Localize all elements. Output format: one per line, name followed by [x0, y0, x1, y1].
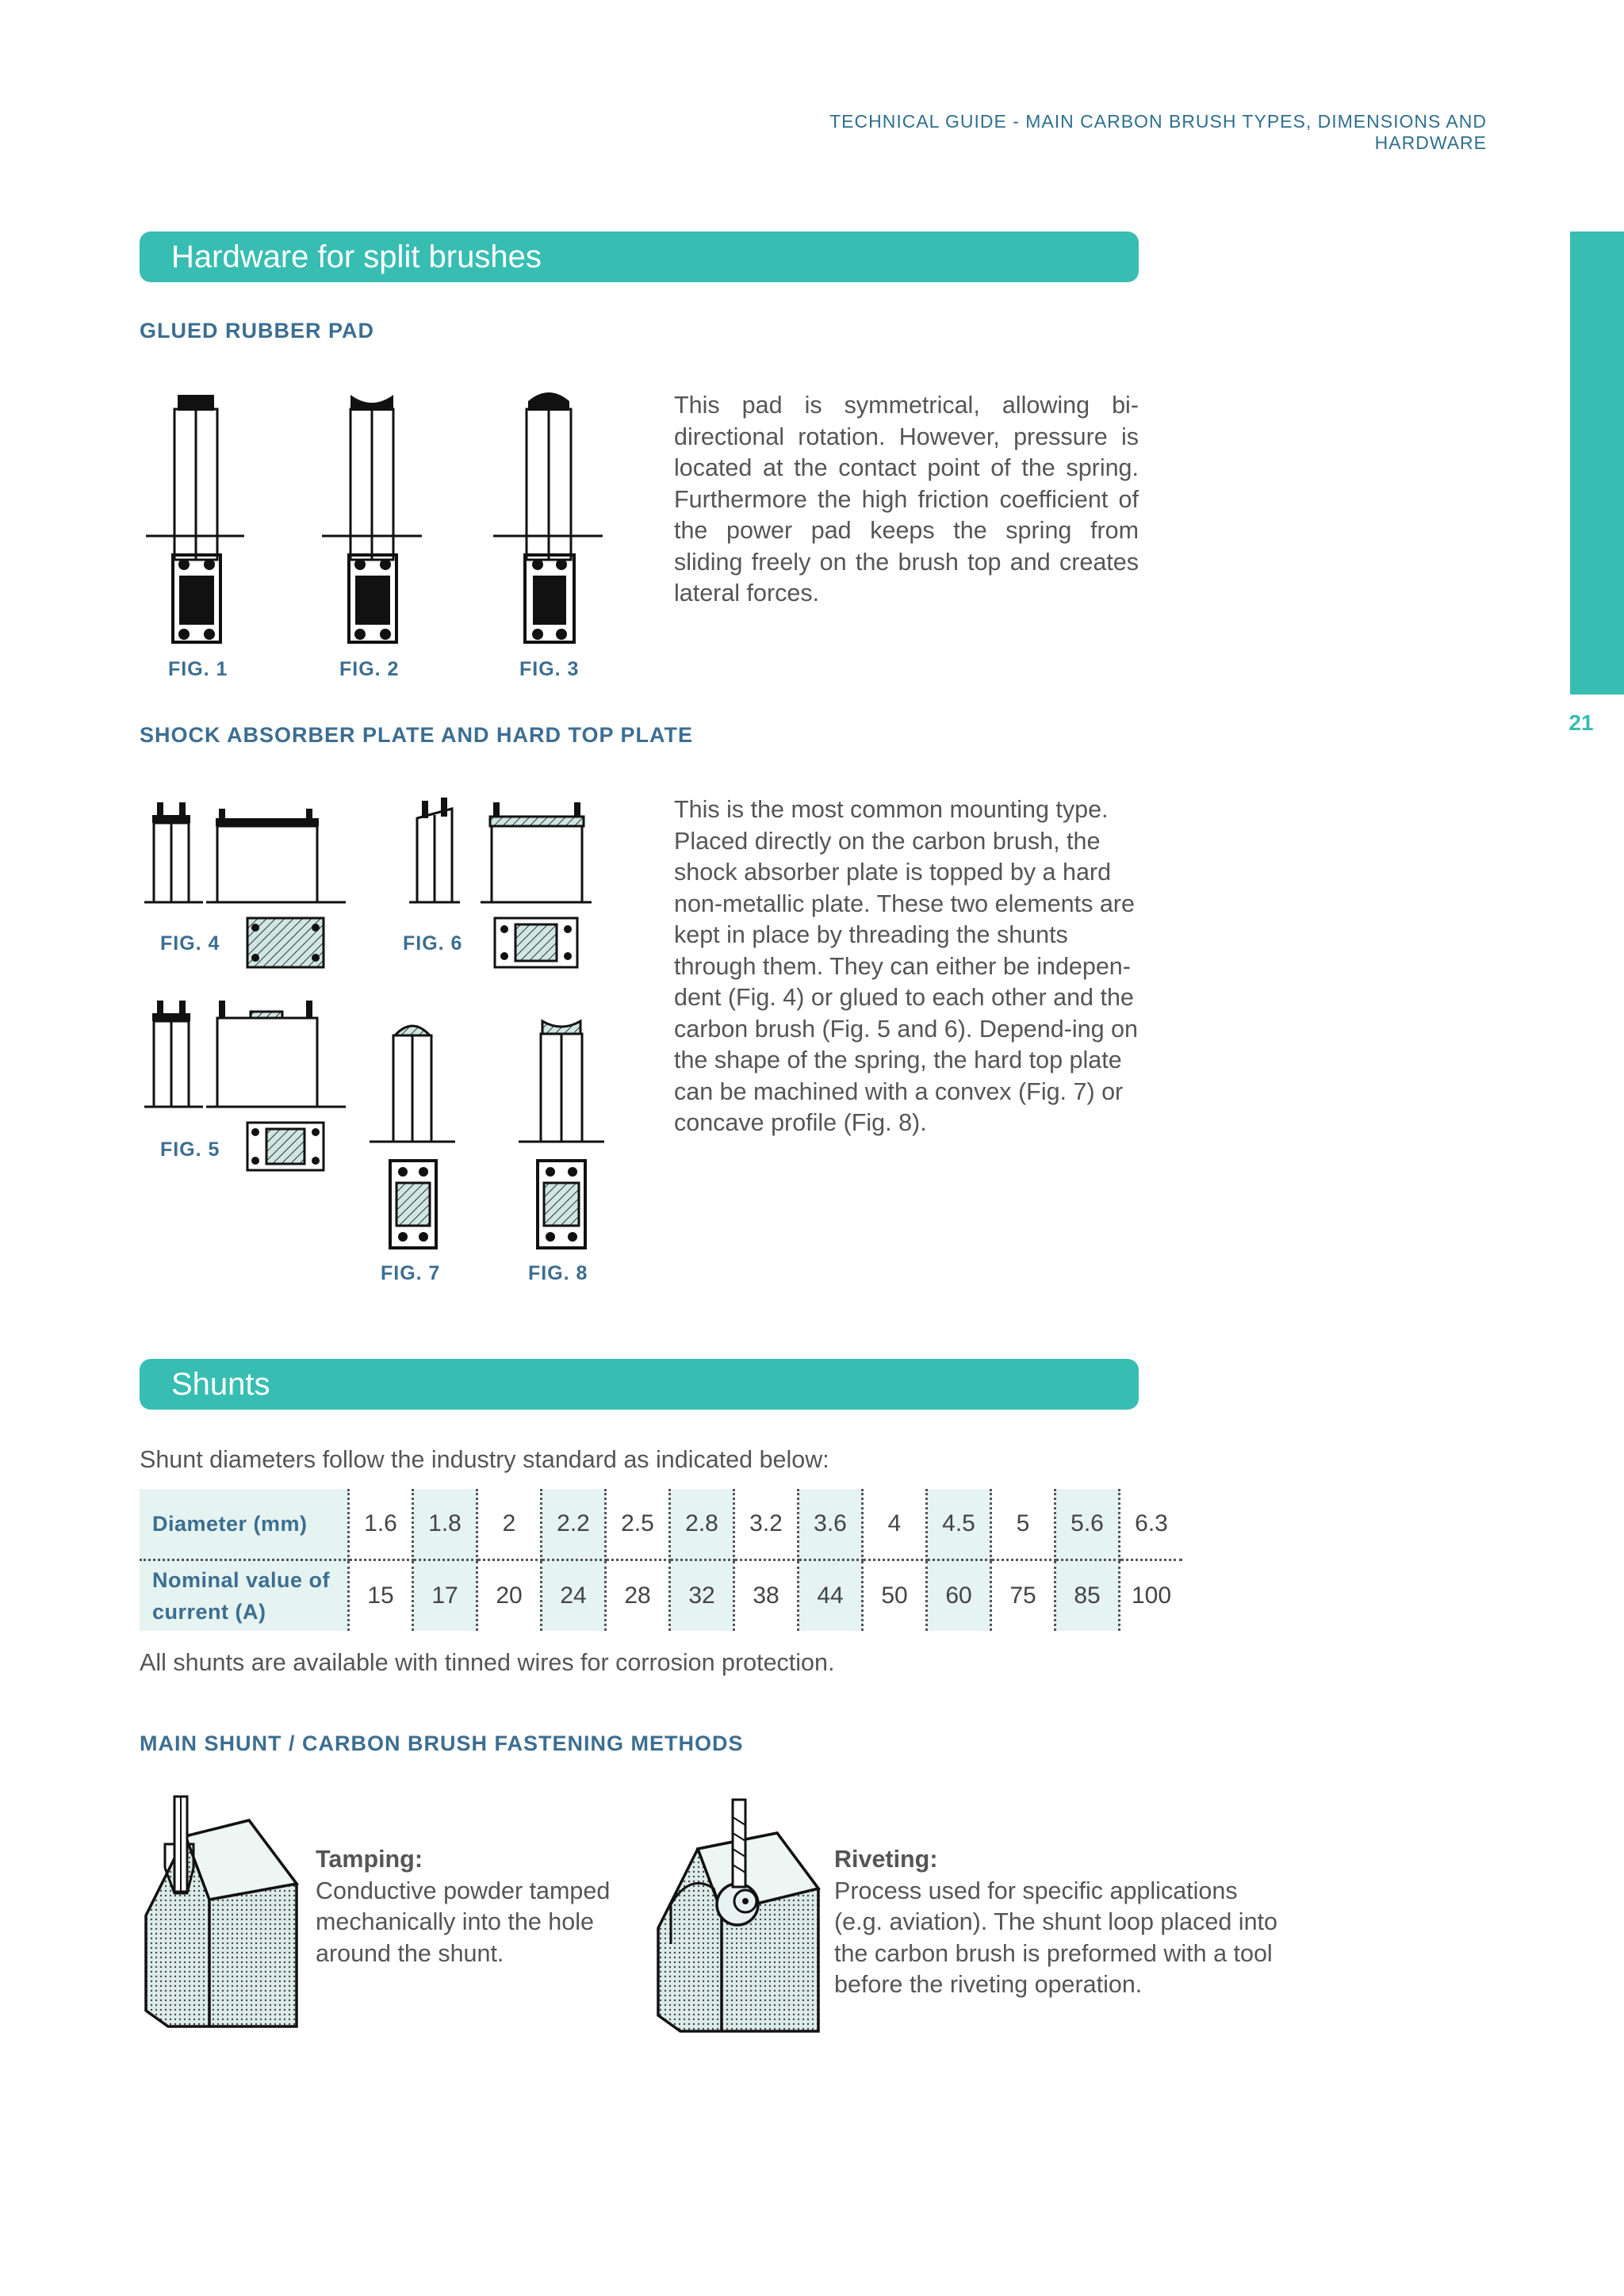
table-cell: 2 — [477, 1489, 542, 1560]
fig2-label: FIG. 2 — [339, 658, 400, 680]
subheading-glued-rubber-pad: GLUED RUBBER PAD — [140, 319, 375, 342]
fig1-label: FIG. 1 — [168, 658, 228, 680]
page-number: 21 — [1568, 710, 1594, 735]
section-title-shunts: Shunts — [140, 1359, 1139, 1410]
fig4-label: FIG. 4 — [160, 932, 220, 955]
table-cell: 1.6 — [349, 1489, 413, 1560]
fig2-brush-side — [322, 395, 422, 560]
table-cell: 15 — [349, 1560, 413, 1632]
fig8-brush-top — [538, 1161, 585, 1248]
fig1-brush-side — [146, 395, 244, 560]
table-cell: 60 — [927, 1560, 991, 1632]
table-cell: 32 — [670, 1560, 734, 1632]
fig7-brush-top — [390, 1161, 436, 1248]
fig6-brush-side — [409, 798, 592, 902]
fig8-brush-side — [519, 1021, 604, 1142]
row-header-diameter: Diameter (mm) — [140, 1489, 349, 1560]
tamping-text: Conductive powder tamped mechanically into the hole around the shunt. — [316, 1877, 611, 1967]
fig4-brush-top — [247, 918, 324, 967]
riveting-text: Process used for specific applications (e.g. aviation). The shunt loop placed into the carbon brush is preformed with a tool before the riveting operation. — [834, 1877, 1277, 1998]
table-cell: 17 — [413, 1560, 477, 1632]
table-cell: 24 — [542, 1560, 606, 1632]
fig2-brush-top — [349, 555, 396, 642]
subheading-shock-absorber: SHOCK ABSORBER PLATE AND HARD TOP PLATE — [140, 723, 694, 747]
fig6-label: FIG. 6 — [403, 932, 463, 955]
table-cell: 20 — [477, 1560, 542, 1632]
table-cell: 2.5 — [606, 1489, 670, 1560]
tamping-illustration — [130, 1789, 320, 2034]
riveting-block — [834, 1844, 1278, 2001]
row-header-current: Nominal value of current (A) — [140, 1560, 349, 1632]
fig1-brush-top — [173, 555, 220, 642]
shunts-intro: Shunt diameters follow the industry standard as indicated below: — [140, 1446, 829, 1473]
shunt-diameter-table — [140, 1489, 1182, 1631]
tinned-wires-note: All shunts are available with tinned wires for corrosion protection. — [140, 1649, 835, 1676]
fig3-label: FIG. 3 — [519, 658, 580, 680]
running-header: TECHNICAL GUIDE - MAIN CARBON BRUSH TYPES, DIMENSIONS AND HARDWARE — [829, 111, 1487, 153]
table-cell: 44 — [799, 1560, 863, 1632]
fig5-label: FIG. 5 — [160, 1138, 220, 1161]
table-cell: 6.3 — [1120, 1489, 1183, 1560]
table-cell: 4.5 — [927, 1489, 991, 1560]
table-cell: 50 — [863, 1560, 927, 1632]
subheading-fastening-methods: MAIN SHUNT / CARBON BRUSH FASTENING METHODS — [140, 1732, 744, 1755]
fig5-brush-top — [247, 1123, 324, 1170]
tamping-title: Tamping: — [316, 1846, 423, 1873]
fig3-brush-side — [493, 392, 603, 560]
fig8-label: FIG. 8 — [528, 1262, 588, 1284]
table-cell: 38 — [734, 1560, 799, 1632]
table-cell: 75 — [991, 1560, 1055, 1632]
fig6-brush-top — [495, 918, 577, 967]
figures-1-3-illustration — [127, 373, 634, 658]
table-cell: 100 — [1131, 1582, 1172, 1609]
riveting-illustration — [634, 1793, 841, 2039]
table-cell: 1.8 — [413, 1489, 477, 1560]
section-title-hardware: Hardware for split brushes — [140, 232, 1139, 282]
table-cell: 2.8 — [670, 1489, 734, 1560]
fig7-label: FIG. 7 — [381, 1262, 441, 1284]
table-cell: 2.2 — [542, 1489, 606, 1560]
fig3-brush-top — [525, 555, 574, 642]
table-cell: 3.6 — [799, 1489, 863, 1560]
fig5-brush-side — [144, 1001, 346, 1107]
fig7-brush-side — [370, 1026, 455, 1142]
glued-pad-description: This pad is symmetrical, allowing bi-directional rotation. However, pressure is located at the contact point of the spring. Furthermore the high friction coefficient of the power pad keeps the spring from sliding freely on the brush top and creates lateral forces. — [674, 392, 1139, 607]
figures-4-8-illustration — [140, 785, 615, 1261]
shock-absorber-description: This is the most common mounting type. Placed directly on the carbon brush, the shock absorber plate is topped by a hard non-metallic plate. These two elements are kept in place by threading the shunts through them. They can either be indepen-dent (Fig. 4) or glued to each other and the carbon brush (Fig. 5 and 6). Depend-ing on the shape of the spring, the hard top plate can be machined with a convex (Fig. 7) or concave profile (Fig. 8). — [674, 796, 1138, 1136]
table-row-current — [140, 1560, 1182, 1632]
fig4-brush-side — [144, 802, 346, 902]
table-cell: 28 — [606, 1560, 670, 1632]
table-row-diameter — [140, 1489, 1182, 1560]
table-cell: 3.2 — [734, 1489, 799, 1560]
side-tab-marker — [1570, 232, 1624, 695]
table-cell: 4 — [863, 1489, 927, 1560]
table-cell: 5.6 — [1055, 1489, 1120, 1560]
riveting-title: Riveting: — [834, 1846, 938, 1873]
table-cell: 5 — [991, 1489, 1055, 1560]
tamping-block — [316, 1844, 633, 1969]
table-cell: 85 — [1055, 1560, 1120, 1632]
